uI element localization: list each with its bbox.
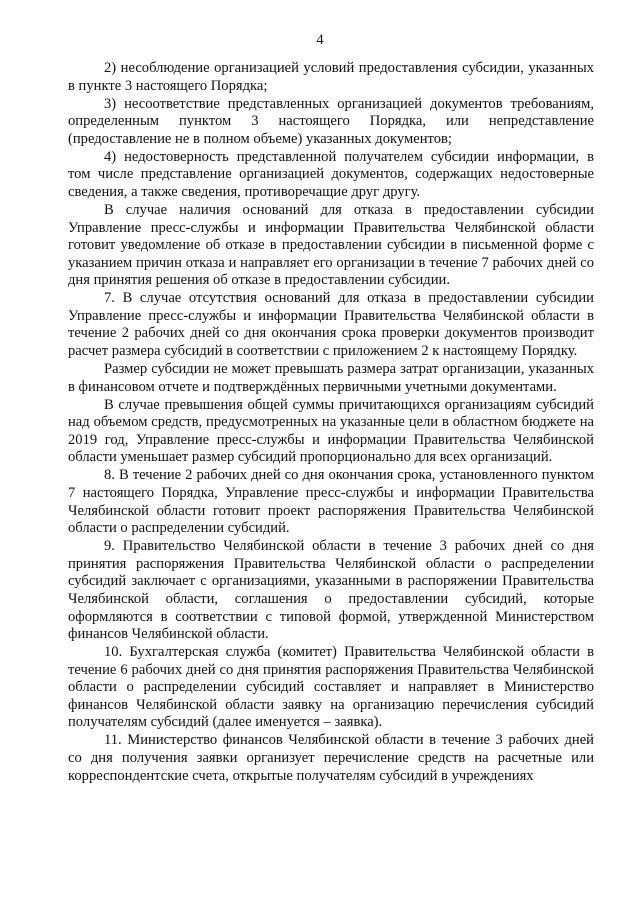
paragraph-item-3-documents-mismatch: 3) несоответствие представленных организацией документов требованиям, определенным пунктом 3 настоящего Порядка, или непредставление (предоставление не в полном объеме) указанных документов;: [68, 95, 594, 147]
paragraph-item-2-noncompliance: 2) несоблюдение организацией условий предоставления субсидии, указанных в пункте 3 настоящего Порядка;: [68, 60, 594, 94]
paragraph-proportional-reduction: В случае превышения общей суммы причитающихся организациям субсидий над объемом средств, предусмотренных на указанные цели в областном бюджете на 2019 год, Управление пресс-службы и информации Правительства Челябинской области уменьшает размер субсидий пропорционально для всех организаций.: [68, 396, 594, 466]
paragraph-clause-10: 10. Бухгалтерская служба (комитет) Правительства Челябинской области в течение 6 рабочих дней со дня принятия распоряжения Правительства Челябинской области о распределении субсидий составляет и направляет в Министерство финансов Челябинской области заявку на организацию перечисления субсидий получателям субсидий (далее именуется – заявка).: [68, 644, 594, 731]
paragraph-item-4-inaccurate-info: 4) недостоверность представленной получателем субсидии информации, в том числе представление организацией документов, содержащих недостоверные сведения, а также сведения, противоречащие друг другу.: [68, 148, 594, 200]
paragraph-clause-7: 7. В случае отсутствия оснований для отказа в предоставлении субсидии Управление пресс-службы и информации Правительства Челябинской области в течение 2 рабочих дней со дня окончания срока проверки документов производит расчет размера субсидий в соответствии с приложением 2 к настоящему Порядку.: [68, 290, 594, 360]
paragraph-refusal-notice: В случае наличия оснований для отказа в предоставлении субсидии Управление пресс-службы и информации Правительства Челябинской области готовит уведомление об отказе в предоставлении субсидии в письменной форме с указанием причин отказа и направляет его организации в течение 7 рабочих дней со дня принятия решения об отказе в предоставлении субсидии.: [68, 201, 594, 289]
document-body: [68, 60, 594, 786]
page-number: 4: [316, 32, 324, 48]
paragraph-clause-8: 8. В течение 2 рабочих дней со дня окончания срока, установленного пунктом 7 настоящего Порядка, Управление пресс-службы и информации Правительства Челябинской области готовит проект распоряжения Правительства Челябинской области о распределении субсидий.: [68, 467, 594, 537]
paragraph-subsidy-limit: Размер субсидии не может превышать размера затрат организации, указанных в финансовом отчете и подтверждённых первичными учетными документами.: [68, 361, 594, 395]
paragraph-clause-9: 9. Правительство Челябинской области в течение 3 рабочих дней со дня принятия распоряжения Правительства Челябинской области о распределении субсидий заключает с организациями, указанными в распоряжении Правительства Челябинской области, соглашения о предоставлении субсидий, которые оформляются в соответствии с типовой формой, утвержденной Министерством финансов Челябинской области.: [68, 538, 594, 643]
paragraph-clause-11: 11. Министерство финансов Челябинской области в течение 3 рабочих дней со дня получения заявки организует перечисление средств на расчетные или корреспондентские счета, открытые получателям субсидий в учреждениях: [68, 732, 594, 784]
